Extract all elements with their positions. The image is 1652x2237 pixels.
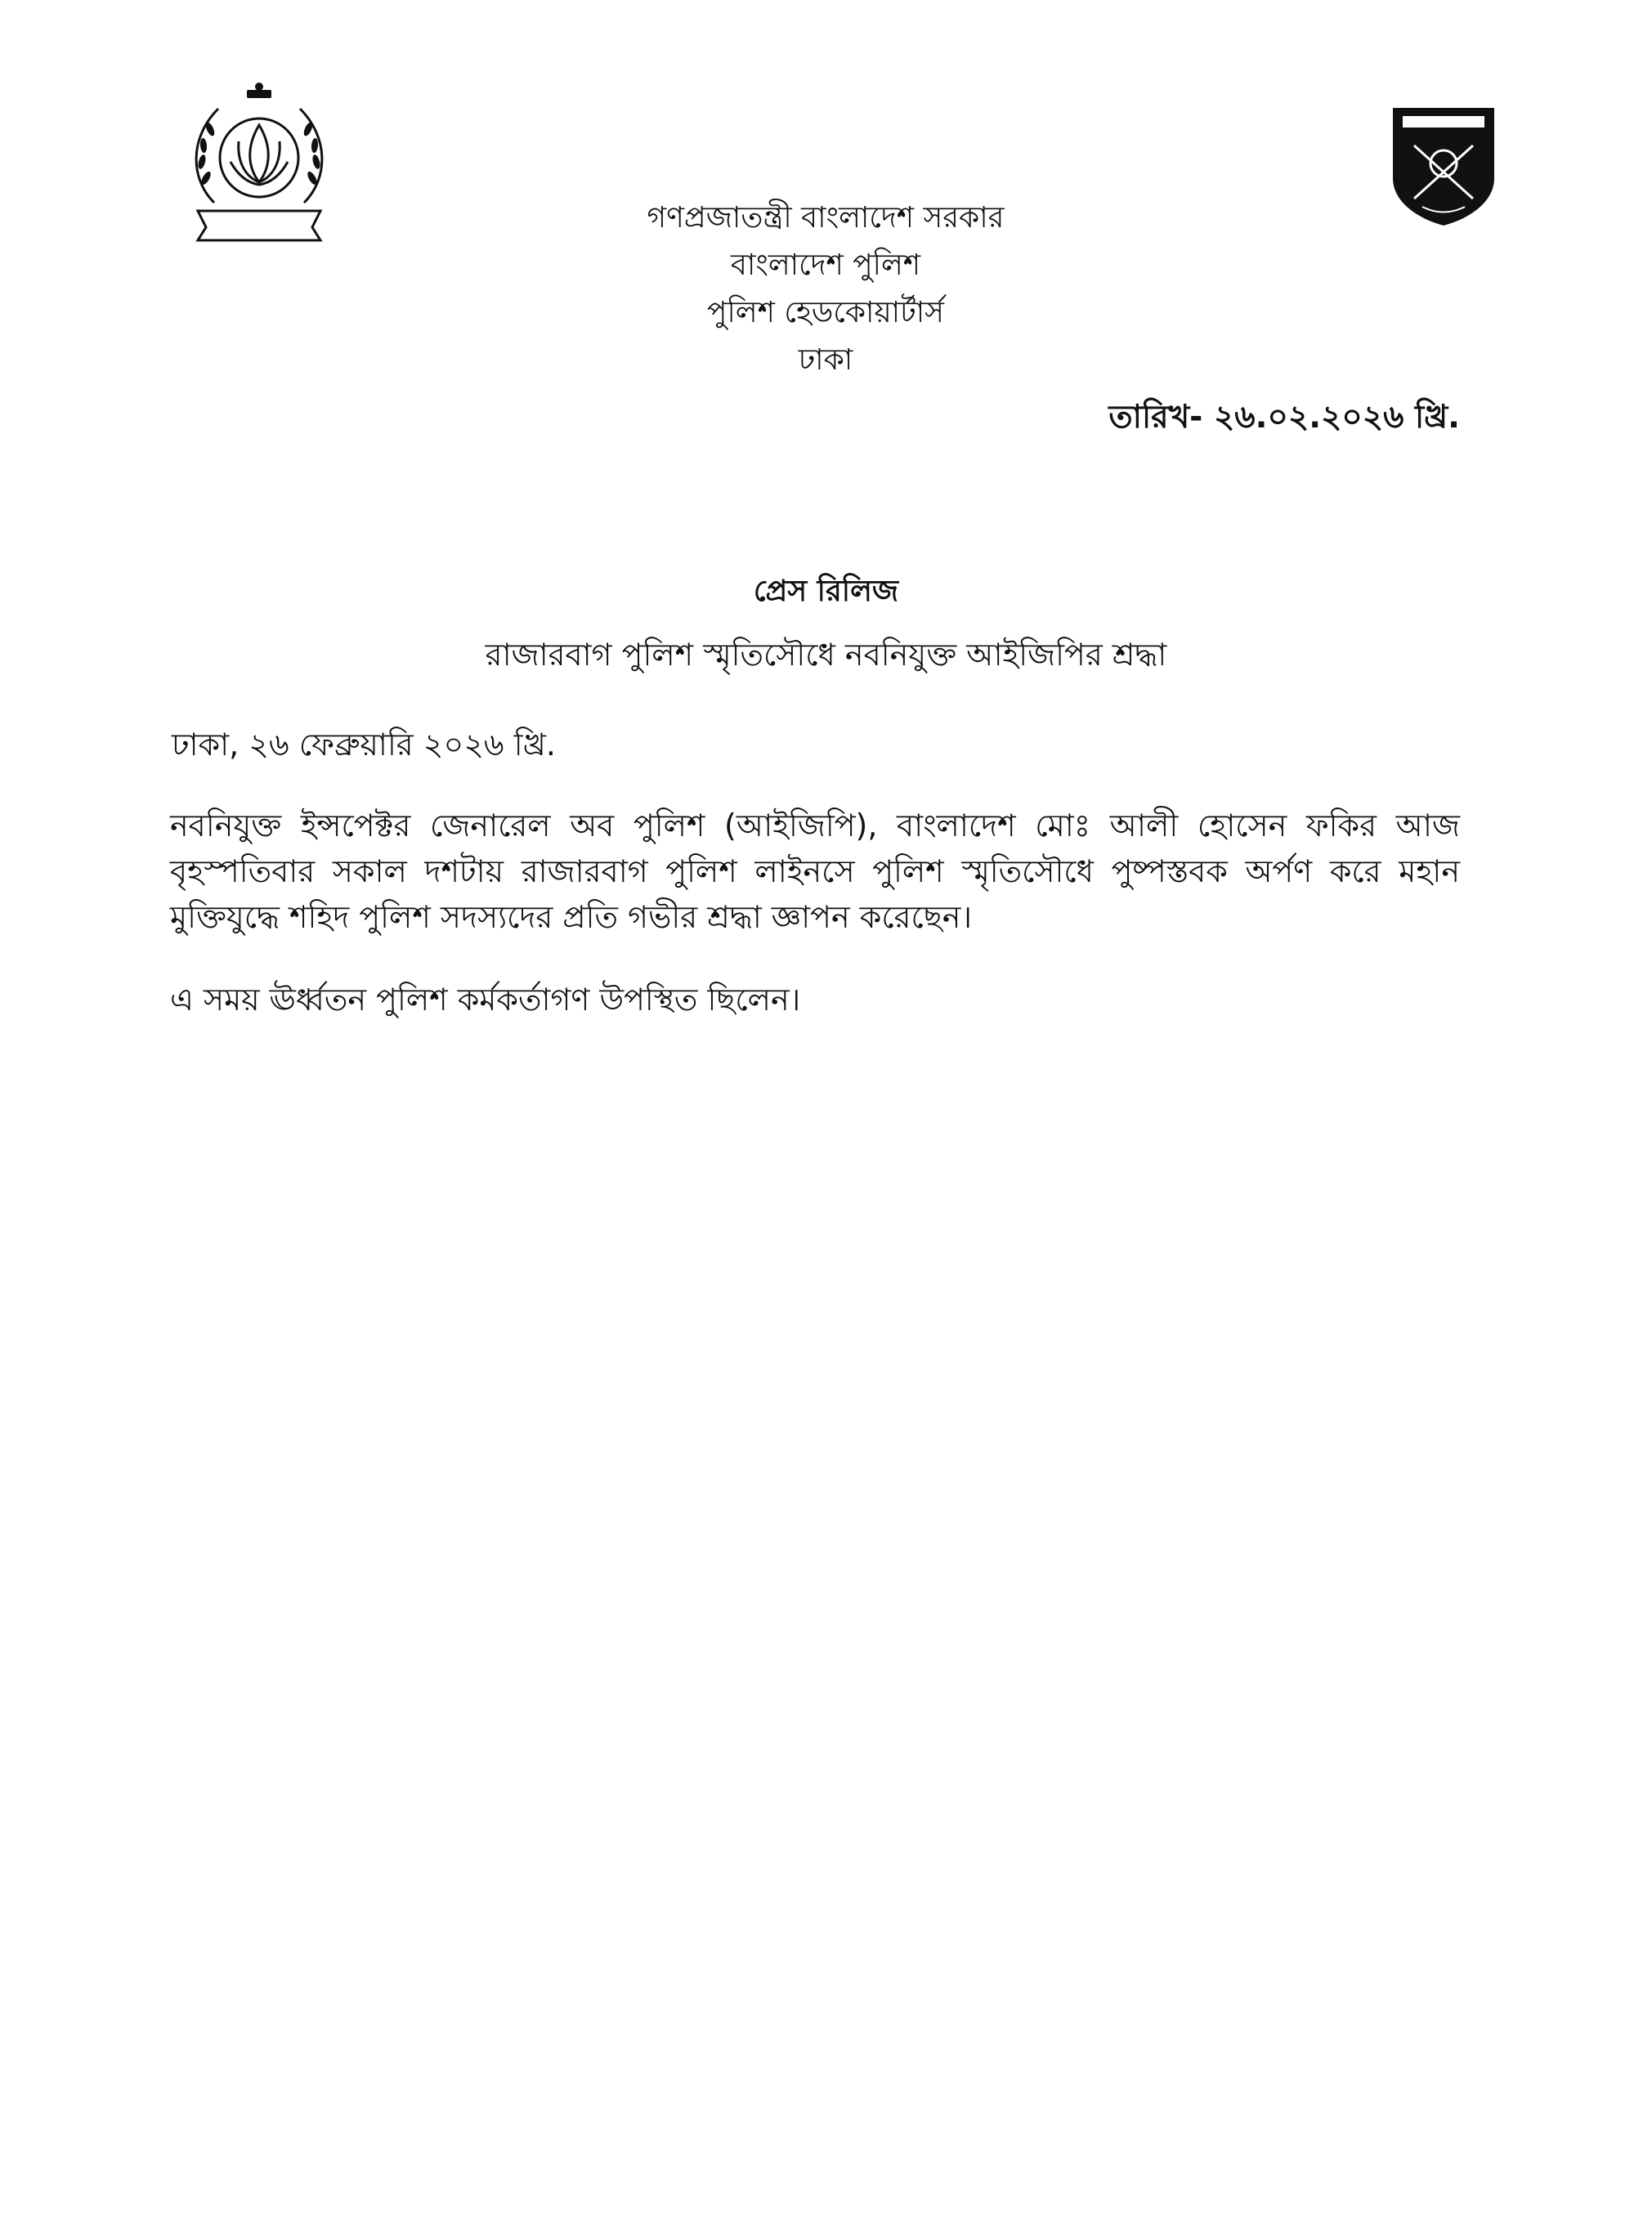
document-date: তারিখ- ২৬.০২.২০২৬ খ্রি. [1108,399,1460,436]
bangladesh-police-emblem-icon [181,80,337,244]
header-line-headquarters: পুলিশ হেডকোয়ার্টার্স [707,296,944,329]
dateline: ঢাকা, ২৬ ফেব্রুয়ারি ২০২৬ খ্রি. [172,727,556,763]
document-subtitle: রাজারবাগ পুলিশ স্মৃতিসৌধে নবনিযুক্ত আইজিপির শ্রদ্ধা [485,637,1167,673]
document-title: প্রেস রিলিজ [753,575,899,608]
header-line-police: বাংলাদেশ পুলিশ [730,248,921,282]
header-line-city: ঢাকা [798,343,853,377]
office-header [458,195,1193,384]
body-paragraph: নবনিযুক্ত ইন্সপেক্টর জেনারেল অব পুলিশ (আইজিপি), বাংলাদেশ মোঃ আলী হোসেন ফকির আজ বৃহস্পতিবার সকাল দশটায় রাজারবাগ পুলিশ লাইনসে পুলিশ স্মৃতিসৌধে পুষ্পস্তবক অর্পণ করে মহান মুক্তিযুদ্ধে শহিদ পুলিশ সদস্যদের প্রতি গভীর শ্রদ্ধা জ্ঞাপন করেছেন। [170,808,1460,935]
police-shield-emblem-icon [1390,105,1498,227]
header-line-government: গণপ্রজাতন্ত্রী বাংলাদেশ সরকার [647,201,1005,235]
closing-paragraph: এ সময় ঊর্ধ্বতন পুলিশ কর্মকর্তাগণ উপস্থিত ছিলেন। [170,982,801,1018]
